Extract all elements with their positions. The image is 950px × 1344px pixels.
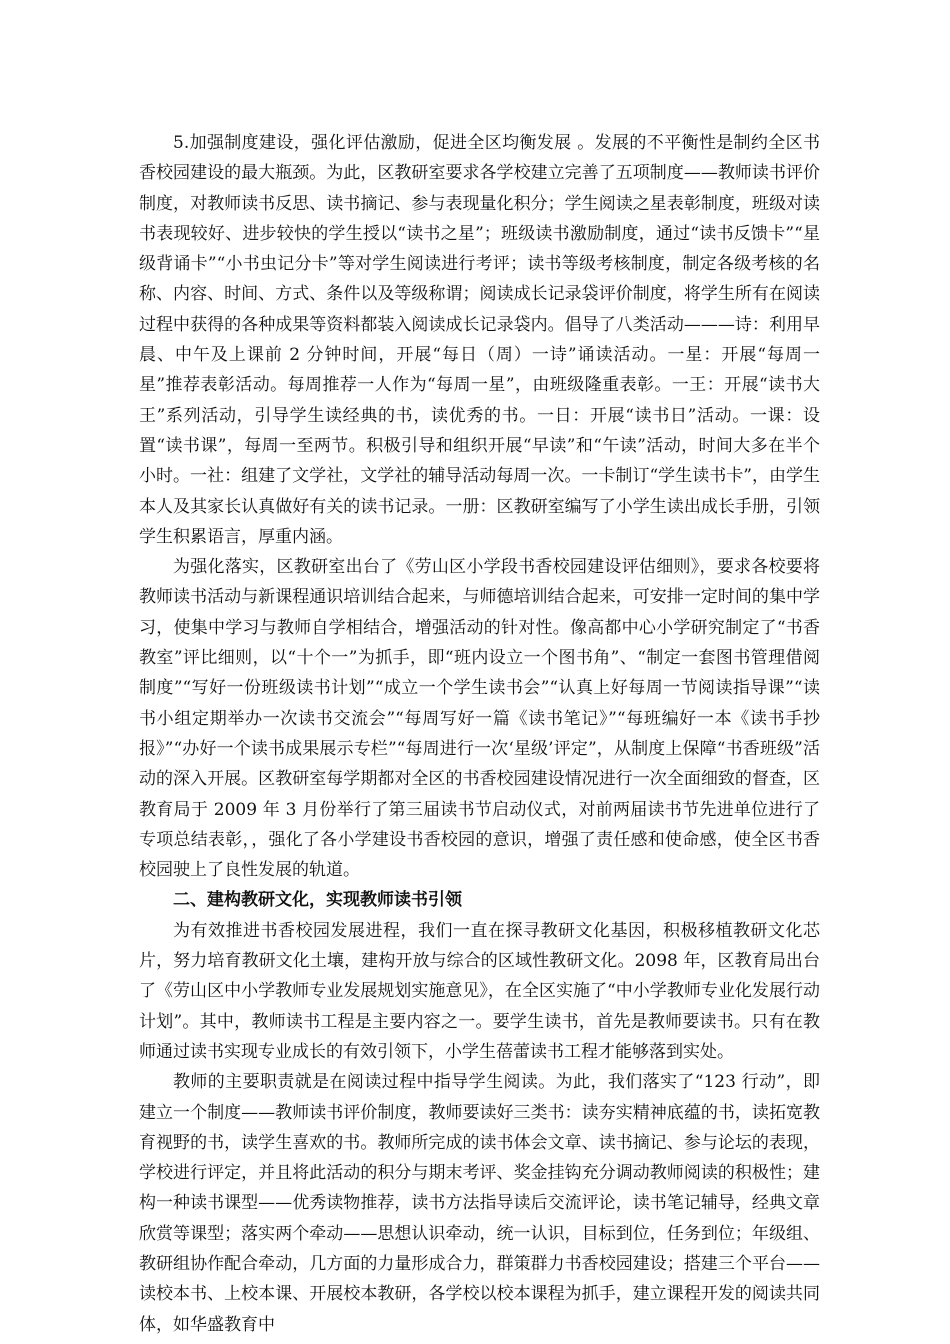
section-heading: 二、建构教研文化，实现教师读书引领 xyxy=(173,890,462,911)
paragraph-research-culture: 为有效推进书香校园发展进程，我们一直在探寻教研文化基因，积极移植教研文化芯片，努力培育教研文化土壤，建构开放与综合的区域性教研文化。2098 年，区教育局出台了《劳山区中小学教师专业发展规划实施意见》，在全区实施了“中小学教师专业化发展行动计划”。其中，教师读书工程是主要内容之一。要学生读书，首先是教师要读书。只有在教师通过读书实现专业成长的有效引领下，小学生蓓蕾读书工程才能够落到实处。 xyxy=(139,920,820,1062)
paragraph-teacher-duties: 教师的主要职责就是在阅读过程中指导学生阅读。为此，我们落实了“123 行动”，即建立一个制度——教师读书评价制度，教师要读好三类书：读夯实精神底蕴的书，读拓宽教育视野的书，读学生喜欢的书。教师所完成的读书体会文章、读书摘记、参与论坛的表现，学校进行评定，并且将此活动的积分与期末考评、奖金挂钩充分调动教师阅读的积极性；建构一种读书课型——优秀读物推荐，读书方法指导读后交流评论，读书笔记辅导，经典文章欣赏等课型；落实两个牵动——思想认识牵动，统一认识，目标到位，任务到位；年级组、教研组协作配合牵动，几方面的力量形成合力，群策群力书香校园建设；搭建三个平台——读校本书、上校本课、开展校本教研，各学校以校本课程为抓手，建立课程开发的阅读共同体，如华盛教育中 xyxy=(139,1072,820,1335)
paragraph-institution-building: 5.加强制度建设，强化评估激励，促进全区均衡发展 。发展的不平衡性是制约全区书香校园建设的最大瓶颈。为此，区教研室要求各学校建立完善了五项制度——教师读书评价制度，对教师读书反思、读书摘记、参与表现量化积分；学生阅读之星表彰制度，班级对读书表现较好、进步较快的学生授以“读书之星”；班级读书激励制度，通过“读书反馈卡”“星级背诵卡”“小书虫记分卡”等对学生阅读进行考评；读书等级考核制度，制定各级考核的名称、内容、时间、方式、条件以及等级称谓；阅读成长记录袋评价制度，将学生所有在阅读过程中获得的各种成果等资料都装入阅读成长记录袋内。倡导了八类活动———诗：利用早晨、中午及上课前 2 分钟时间，开展“每日（周）一诗”诵读活动。一星：开展“每周一星”推荐表彰活动。每周推荐一人作为“每周一星”，由班级隆重表彰。一王：开展“读书大王”系列活动，引导学生读经典的书，读优秀的书。一日：开展“读书日”活动。一课：设置“读书课”，每周一至两节。积极引导和组织开展“早读”和“午读”活动，时间大多在半个小时。一社：组建了文学社，文学社的辅导活动每周一次。一卡制订“学生读书卡”，由学生本人及其家长认真做好有关的读书记录。一册：区教研室编写了小学生读出成长手册，引领学生积累语言，厚重内涵。 xyxy=(139,133,820,547)
paragraph-implementation: 为强化落实，区教研室出台了《劳山区小学段书香校园建设评估细则》，要求各校要将教师读书活动与新课程通识培训结合起来，与师德培训结合起来，可安排一定时间的集中学习，使集中学习与教师自学相结合，增强活动的针对性。像高都中心小学研究制定了“书香教室”评比细则，以“十个一”为抓手，即“班内设立一个图书角”、“制定一套图书管理借阅制度”“写好一份班级读书计划”“成立一个学生读书会”“认真上好每周一节阅读指导课”“读书小组定期举办一次读书交流会”“每周写好一篇《读书笔记》”“每班编好一本《读书手抄报》”“办好一个读书成果展示专栏”“每周进行一次‘星级’评定”，从制度上保障“书香班级”活动的深入开展。区教研室每学期都对全区的书香校园建设情况进行一次全面细致的督查，区教育局于 2009 年 3 月份举行了第三届读书节启动仪式，对前两届读书节先进单位进行了专项总结表彰，，强化了各小学建设书香校园的意识，增强了责任感和使命感，使全区书香校园驶上了良性发展的轨道。 xyxy=(139,557,820,881)
document-page xyxy=(139,128,820,1340)
